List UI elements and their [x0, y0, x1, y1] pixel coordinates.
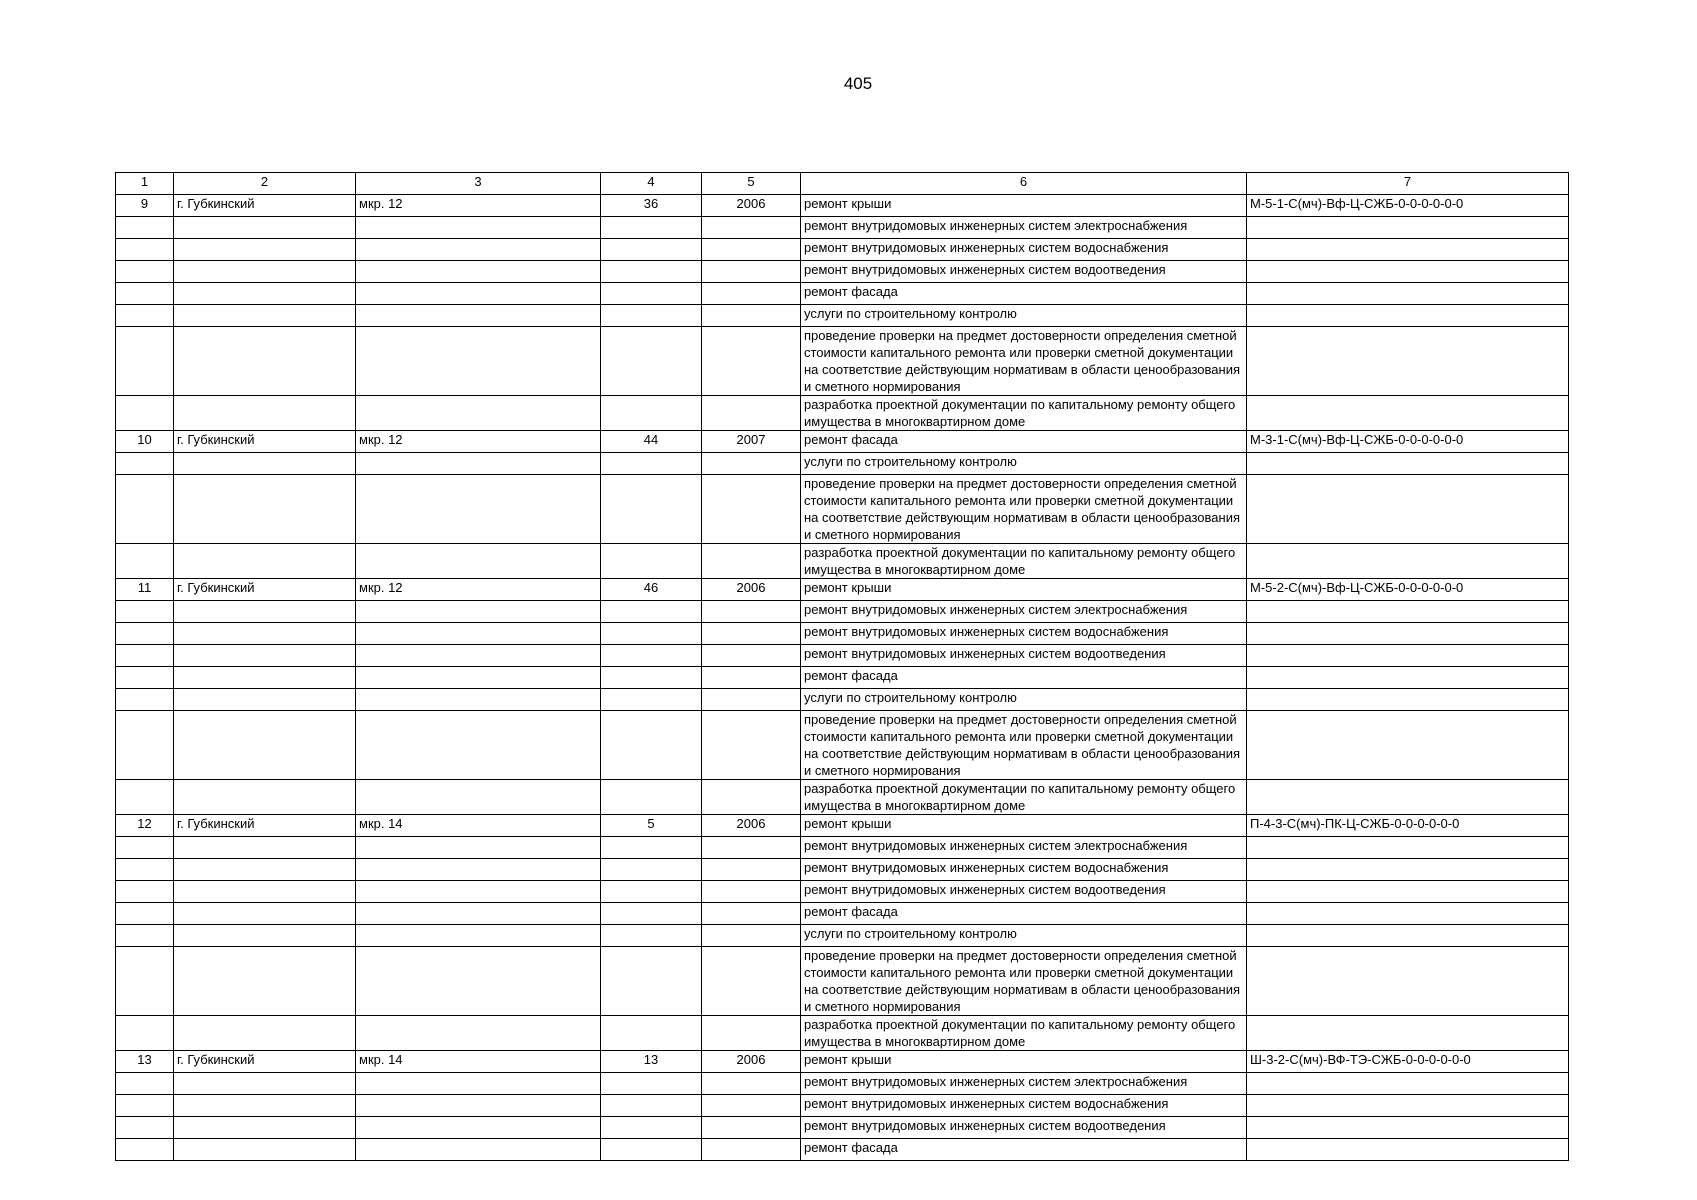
header-cell-6: 6: [801, 173, 1247, 195]
cell-city: [174, 903, 356, 925]
cell-code: [1247, 711, 1569, 780]
header-cell-1: 1: [116, 173, 174, 195]
cell-year: 2006: [702, 579, 801, 601]
cell-work-type: ремонт внутридомовых инженерных систем водоотведения: [801, 645, 1247, 667]
cell-house: 5: [601, 815, 702, 837]
cell-year: [702, 689, 801, 711]
cell-number: [116, 947, 174, 1016]
cell-number: [116, 396, 174, 431]
cell-number: [116, 881, 174, 903]
table-row: [116, 711, 1569, 780]
cell-street: [356, 217, 601, 239]
table-row: [116, 261, 1569, 283]
cell-street: [356, 327, 601, 396]
cell-street: [356, 903, 601, 925]
table-row: [116, 1139, 1569, 1161]
cell-code: М-3-1-С(мч)-Вф-Ц-СЖБ-0-0-0-0-0-0: [1247, 431, 1569, 453]
cell-street: мкр. 14: [356, 1051, 601, 1073]
cell-house: [601, 217, 702, 239]
cell-street: [356, 1095, 601, 1117]
cell-number: [116, 1073, 174, 1095]
cell-house: [601, 305, 702, 327]
cell-work-type: услуги по строительному контролю: [801, 305, 1247, 327]
table-row: [116, 780, 1569, 815]
table-row: [116, 667, 1569, 689]
cell-street: [356, 544, 601, 579]
cell-house: [601, 475, 702, 544]
cell-house: [601, 396, 702, 431]
cell-street: [356, 453, 601, 475]
cell-house: [601, 859, 702, 881]
cell-city: [174, 859, 356, 881]
table-row: [116, 623, 1569, 645]
cell-year: [702, 217, 801, 239]
cell-code: [1247, 837, 1569, 859]
cell-work-type: ремонт внутридомовых инженерных систем водоснабжения: [801, 859, 1247, 881]
cell-street: [356, 947, 601, 1016]
cell-city: [174, 947, 356, 1016]
table-row: [116, 327, 1569, 396]
cell-house: [601, 645, 702, 667]
cell-number: [116, 711, 174, 780]
cell-number: [116, 283, 174, 305]
cell-street: [356, 645, 601, 667]
cell-street: [356, 925, 601, 947]
cell-year: 2007: [702, 431, 801, 453]
cell-year: [702, 925, 801, 947]
cell-work-type: ремонт фасада: [801, 1139, 1247, 1161]
cell-code: Ш-3-2-С(мч)-ВФ-ТЭ-СЖБ-0-0-0-0-0-0: [1247, 1051, 1569, 1073]
table-row: [116, 544, 1569, 579]
cell-number: 9: [116, 195, 174, 217]
cell-code: [1247, 780, 1569, 815]
cell-house: [601, 837, 702, 859]
cell-code: [1247, 903, 1569, 925]
cell-code: П-4-3-С(мч)-ПК-Ц-СЖБ-0-0-0-0-0-0: [1247, 815, 1569, 837]
cell-street: [356, 1016, 601, 1051]
table-row: [116, 1073, 1569, 1095]
cell-year: 2006: [702, 195, 801, 217]
table-row: [116, 579, 1569, 601]
cell-year: [702, 667, 801, 689]
cell-code: [1247, 327, 1569, 396]
cell-house: 36: [601, 195, 702, 217]
cell-work-type: разработка проектной документации по капитальному ремонту общего имущества в многоквартирном доме: [801, 780, 1247, 815]
cell-number: [116, 217, 174, 239]
cell-code: М-5-1-С(мч)-Вф-Ц-СЖБ-0-0-0-0-0-0: [1247, 195, 1569, 217]
table-row: [116, 689, 1569, 711]
cell-number: [116, 327, 174, 396]
cell-number: [116, 780, 174, 815]
cell-house: [601, 327, 702, 396]
cell-code: [1247, 261, 1569, 283]
cell-house: [601, 601, 702, 623]
cell-code: [1247, 645, 1569, 667]
cell-year: [702, 544, 801, 579]
cell-code: [1247, 1139, 1569, 1161]
cell-year: [702, 1073, 801, 1095]
cell-number: [116, 925, 174, 947]
cell-year: [702, 780, 801, 815]
table-row: [116, 453, 1569, 475]
header-cell-5: 5: [702, 173, 801, 195]
cell-number: [116, 837, 174, 859]
cell-work-type: проведение проверки на предмет достоверности определения сметной стоимости капитального ремонта или проверки сметной документации на соответствие действующим нормативам в области ценообразования и сметного нормирования: [801, 947, 1247, 1016]
repair-program-table: [115, 172, 1569, 1161]
cell-house: [601, 903, 702, 925]
cell-code: М-5-2-С(мч)-Вф-Ц-СЖБ-0-0-0-0-0-0: [1247, 579, 1569, 601]
table-row: [116, 881, 1569, 903]
cell-city: [174, 305, 356, 327]
cell-code: [1247, 475, 1569, 544]
header-cell-7: 7: [1247, 173, 1569, 195]
table-row: [116, 1016, 1569, 1051]
cell-city: г. Губкинский: [174, 1051, 356, 1073]
cell-work-type: ремонт внутридомовых инженерных систем электроснабжения: [801, 217, 1247, 239]
header-cell-2: 2: [174, 173, 356, 195]
cell-work-type: ремонт фасада: [801, 431, 1247, 453]
cell-city: [174, 1016, 356, 1051]
header-cell-3: 3: [356, 173, 601, 195]
cell-city: [174, 1117, 356, 1139]
cell-work-type: проведение проверки на предмет достоверности определения сметной стоимости капитального ремонта или проверки сметной документации на соответствие действующим нормативам в области ценообразования и сметного нормирования: [801, 711, 1247, 780]
cell-city: г. Губкинский: [174, 579, 356, 601]
cell-number: [116, 1095, 174, 1117]
cell-house: 13: [601, 1051, 702, 1073]
table-row: [116, 475, 1569, 544]
cell-year: [702, 1095, 801, 1117]
cell-street: [356, 780, 601, 815]
table-row: [116, 601, 1569, 623]
cell-code: [1247, 217, 1569, 239]
cell-year: [702, 623, 801, 645]
cell-year: [702, 261, 801, 283]
cell-work-type: ремонт фасада: [801, 283, 1247, 305]
cell-city: г. Губкинский: [174, 195, 356, 217]
cell-work-type: ремонт крыши: [801, 815, 1247, 837]
cell-city: [174, 396, 356, 431]
cell-year: [702, 239, 801, 261]
cell-street: [356, 283, 601, 305]
cell-city: [174, 645, 356, 667]
cell-work-type: ремонт внутридомовых инженерных систем водоснабжения: [801, 239, 1247, 261]
cell-number: [116, 1016, 174, 1051]
cell-house: [601, 925, 702, 947]
cell-house: [601, 261, 702, 283]
cell-house: 46: [601, 579, 702, 601]
cell-city: [174, 601, 356, 623]
cell-street: мкр. 14: [356, 815, 601, 837]
cell-street: [356, 859, 601, 881]
table-row: [116, 645, 1569, 667]
cell-year: [702, 396, 801, 431]
cell-code: [1247, 1095, 1569, 1117]
cell-work-type: ремонт внутридомовых инженерных систем электроснабжения: [801, 1073, 1247, 1095]
cell-house: [601, 1095, 702, 1117]
cell-street: [356, 1139, 601, 1161]
cell-year: [702, 1016, 801, 1051]
cell-year: 2006: [702, 815, 801, 837]
table-row: [116, 305, 1569, 327]
cell-work-type: ремонт крыши: [801, 195, 1247, 217]
cell-city: [174, 1095, 356, 1117]
cell-year: [702, 645, 801, 667]
cell-number: [116, 305, 174, 327]
cell-city: [174, 475, 356, 544]
cell-number: [116, 1139, 174, 1161]
table-row: [116, 396, 1569, 431]
cell-number: [116, 667, 174, 689]
cell-year: [702, 283, 801, 305]
cell-street: [356, 601, 601, 623]
cell-house: [601, 780, 702, 815]
cell-house: 44: [601, 431, 702, 453]
cell-city: [174, 239, 356, 261]
cell-number: [116, 859, 174, 881]
cell-street: [356, 689, 601, 711]
cell-city: г. Губкинский: [174, 431, 356, 453]
cell-number: [116, 239, 174, 261]
cell-year: [702, 1117, 801, 1139]
cell-number: [116, 903, 174, 925]
cell-house: [601, 453, 702, 475]
cell-city: [174, 780, 356, 815]
table-row: [116, 239, 1569, 261]
cell-house: [601, 667, 702, 689]
cell-house: [601, 711, 702, 780]
cell-street: [356, 881, 601, 903]
cell-year: [702, 881, 801, 903]
cell-number: [116, 601, 174, 623]
cell-house: [601, 239, 702, 261]
cell-city: г. Губкинский: [174, 815, 356, 837]
table-row: [116, 925, 1569, 947]
cell-street: [356, 667, 601, 689]
table-row: [116, 1117, 1569, 1139]
cell-house: [601, 1139, 702, 1161]
cell-city: [174, 667, 356, 689]
cell-year: [702, 601, 801, 623]
cell-city: [174, 1139, 356, 1161]
cell-code: [1247, 239, 1569, 261]
cell-house: [601, 1016, 702, 1051]
cell-number: [116, 623, 174, 645]
page-number: 405: [843, 74, 873, 93]
cell-house: [601, 689, 702, 711]
cell-work-type: ремонт внутридомовых инженерных систем водоотведения: [801, 1117, 1247, 1139]
cell-code: [1247, 947, 1569, 1016]
cell-street: [356, 837, 601, 859]
table-row: [116, 283, 1569, 305]
table-row: [116, 195, 1569, 217]
cell-street: [356, 261, 601, 283]
cell-city: [174, 623, 356, 645]
table-row: [116, 947, 1569, 1016]
cell-work-type: ремонт фасада: [801, 667, 1247, 689]
cell-year: [702, 1139, 801, 1161]
cell-street: мкр. 12: [356, 579, 601, 601]
cell-street: [356, 475, 601, 544]
cell-number: [116, 1117, 174, 1139]
cell-street: мкр. 12: [356, 431, 601, 453]
cell-work-type: услуги по строительному контролю: [801, 453, 1247, 475]
cell-city: [174, 837, 356, 859]
cell-number: [116, 261, 174, 283]
cell-code: [1247, 667, 1569, 689]
cell-work-type: ремонт внутридомовых инженерных систем электроснабжения: [801, 601, 1247, 623]
header-row: [116, 173, 1569, 195]
cell-year: [702, 903, 801, 925]
cell-city: [174, 453, 356, 475]
cell-work-type: ремонт крыши: [801, 579, 1247, 601]
cell-city: [174, 217, 356, 239]
cell-code: [1247, 283, 1569, 305]
cell-code: [1247, 453, 1569, 475]
cell-city: [174, 711, 356, 780]
cell-number: [116, 475, 174, 544]
cell-city: [174, 544, 356, 579]
cell-code: [1247, 859, 1569, 881]
header-cell-4: 4: [601, 173, 702, 195]
cell-house: [601, 1117, 702, 1139]
cell-number: [116, 689, 174, 711]
cell-code: [1247, 544, 1569, 579]
cell-code: [1247, 925, 1569, 947]
cell-city: [174, 327, 356, 396]
table-row: [116, 1095, 1569, 1117]
cell-year: [702, 305, 801, 327]
cell-work-type: ремонт внутридомовых инженерных систем водоснабжения: [801, 623, 1247, 645]
cell-street: [356, 396, 601, 431]
cell-year: [702, 711, 801, 780]
cell-work-type: разработка проектной документации по капитальному ремонту общего имущества в многоквартирном доме: [801, 544, 1247, 579]
cell-street: [356, 623, 601, 645]
cell-work-type: ремонт внутридомовых инженерных систем водоотведения: [801, 881, 1247, 903]
cell-number: [116, 645, 174, 667]
cell-street: [356, 239, 601, 261]
cell-city: [174, 689, 356, 711]
cell-code: [1247, 305, 1569, 327]
cell-city: [174, 283, 356, 305]
table-row: [116, 859, 1569, 881]
cell-year: [702, 327, 801, 396]
cell-house: [601, 947, 702, 1016]
cell-street: [356, 1117, 601, 1139]
cell-work-type: ремонт крыши: [801, 1051, 1247, 1073]
cell-work-type: разработка проектной документации по капитальному ремонту общего имущества в многоквартирном доме: [801, 396, 1247, 431]
cell-code: [1247, 689, 1569, 711]
cell-code: [1247, 623, 1569, 645]
cell-house: [601, 623, 702, 645]
cell-year: [702, 947, 801, 1016]
table-row: [116, 217, 1569, 239]
cell-year: [702, 837, 801, 859]
cell-street: [356, 305, 601, 327]
cell-street: [356, 1073, 601, 1095]
table-row: [116, 1051, 1569, 1073]
cell-work-type: разработка проектной документации по капитальному ремонту общего имущества в многоквартирном доме: [801, 1016, 1247, 1051]
cell-number: 10: [116, 431, 174, 453]
cell-year: 2006: [702, 1051, 801, 1073]
table-row: [116, 903, 1569, 925]
cell-house: [601, 283, 702, 305]
cell-year: [702, 453, 801, 475]
cell-number: 12: [116, 815, 174, 837]
cell-work-type: ремонт фасада: [801, 903, 1247, 925]
cell-work-type: проведение проверки на предмет достоверности определения сметной стоимости капитального ремонта или проверки сметной документации на соответствие действующим нормативам в области ценообразования и сметного нормирования: [801, 475, 1247, 544]
cell-number: 11: [116, 579, 174, 601]
cell-code: [1247, 396, 1569, 431]
cell-work-type: проведение проверки на предмет достоверности определения сметной стоимости капитального ремонта или проверки сметной документации на соответствие действующим нормативам в области ценообразования и сметного нормирования: [801, 327, 1247, 396]
cell-code: [1247, 1073, 1569, 1095]
cell-code: [1247, 1117, 1569, 1139]
cell-work-type: ремонт внутридомовых инженерных систем водоснабжения: [801, 1095, 1247, 1117]
cell-city: [174, 881, 356, 903]
cell-number: [116, 453, 174, 475]
table-row: [116, 837, 1569, 859]
cell-city: [174, 261, 356, 283]
cell-code: [1247, 881, 1569, 903]
cell-street: мкр. 12: [356, 195, 601, 217]
cell-house: [601, 544, 702, 579]
table-row: [116, 815, 1569, 837]
cell-code: [1247, 601, 1569, 623]
cell-work-type: ремонт внутридомовых инженерных систем электроснабжения: [801, 837, 1247, 859]
cell-year: [702, 475, 801, 544]
cell-code: [1247, 1016, 1569, 1051]
cell-work-type: ремонт внутридомовых инженерных систем водоотведения: [801, 261, 1247, 283]
cell-house: [601, 881, 702, 903]
cell-street: [356, 711, 601, 780]
cell-work-type: услуги по строительному контролю: [801, 689, 1247, 711]
cell-city: [174, 925, 356, 947]
cell-number: [116, 544, 174, 579]
cell-work-type: услуги по строительному контролю: [801, 925, 1247, 947]
cell-house: [601, 1073, 702, 1095]
cell-number: 13: [116, 1051, 174, 1073]
cell-city: [174, 1073, 356, 1095]
cell-year: [702, 859, 801, 881]
table-body: [116, 195, 1569, 1161]
table-row: [116, 431, 1569, 453]
